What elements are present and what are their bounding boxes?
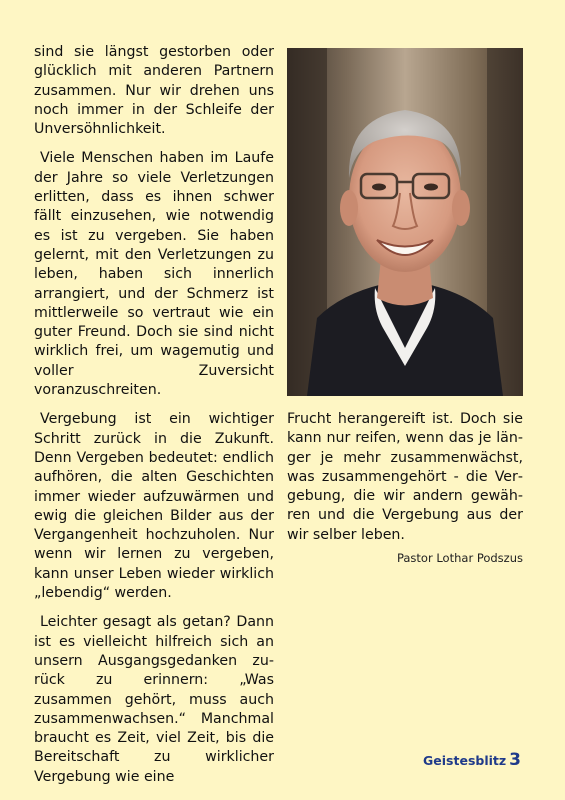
article-paragraph: Leichter gesagt als getan? Dann ist es vielleicht hilfreich sich an unsern Ausgangsgedanken zurück zu erinnern: „Was zusammen gehört, muss auch zusammenwachsen.“ Manchmal braucht es Zeit, viel Zeit, bis die Bereitschaft zu wirklicher Vergebung wie eine xyxy=(34,614,274,785)
page-footer xyxy=(423,750,521,770)
article-paragraph: sind sie längst gestorben oder glücklich mit anderen Partnern zusammen. Nur wir drehen uns noch immer in der Schleife der Unversöhnlichkeit. xyxy=(34,44,274,138)
article-right-column xyxy=(287,410,523,545)
article-left-column xyxy=(34,43,274,797)
article-paragraph: Viele Menschen haben im Laufe der Jahre so viele Verletzungen erlitten, dass es ihnen schwer fällt einzusehen, wie notwendig es ist zu vergeben. Sie haben gelernt, mit den Verletzungen zu leben, haben sich innerlich arrangiert, und der Schmerz ist mittlerweile so vertraut wie ein guter Freund. Doch sie sind nicht wirklich frei, um wagemutig und voller Zuversicht voranzuschreiten. xyxy=(34,150,274,399)
magazine-name: Geistesblitz xyxy=(423,753,507,768)
article-paragraph: Frucht herangereift ist. Doch sie kann nur reifen, wenn das je länger je mehr zusammenwächst, was zusammengehört - die Vergebung, die wir andern gewähren und die Vergebung aus der wir selber leben. xyxy=(287,411,523,543)
author-portrait-photo xyxy=(287,48,523,396)
page-number: 3 xyxy=(509,750,521,770)
article-paragraph: Vergebung ist ein wichtiger Schritt zurück in die Zukunft. Denn Vergeben bedeutet: endlich aufhören, die alten Geschichten immer wieder aufzuwärmen und ewig die gleichen Bilder aus der Vergangenheit hochzuholen. Nur wenn wir lernen zu vergeben, kann unser Leben wieder wirklich „lebendig“ werden. xyxy=(34,411,274,602)
author-signature: Pastor Lothar Podszus xyxy=(396,551,523,565)
